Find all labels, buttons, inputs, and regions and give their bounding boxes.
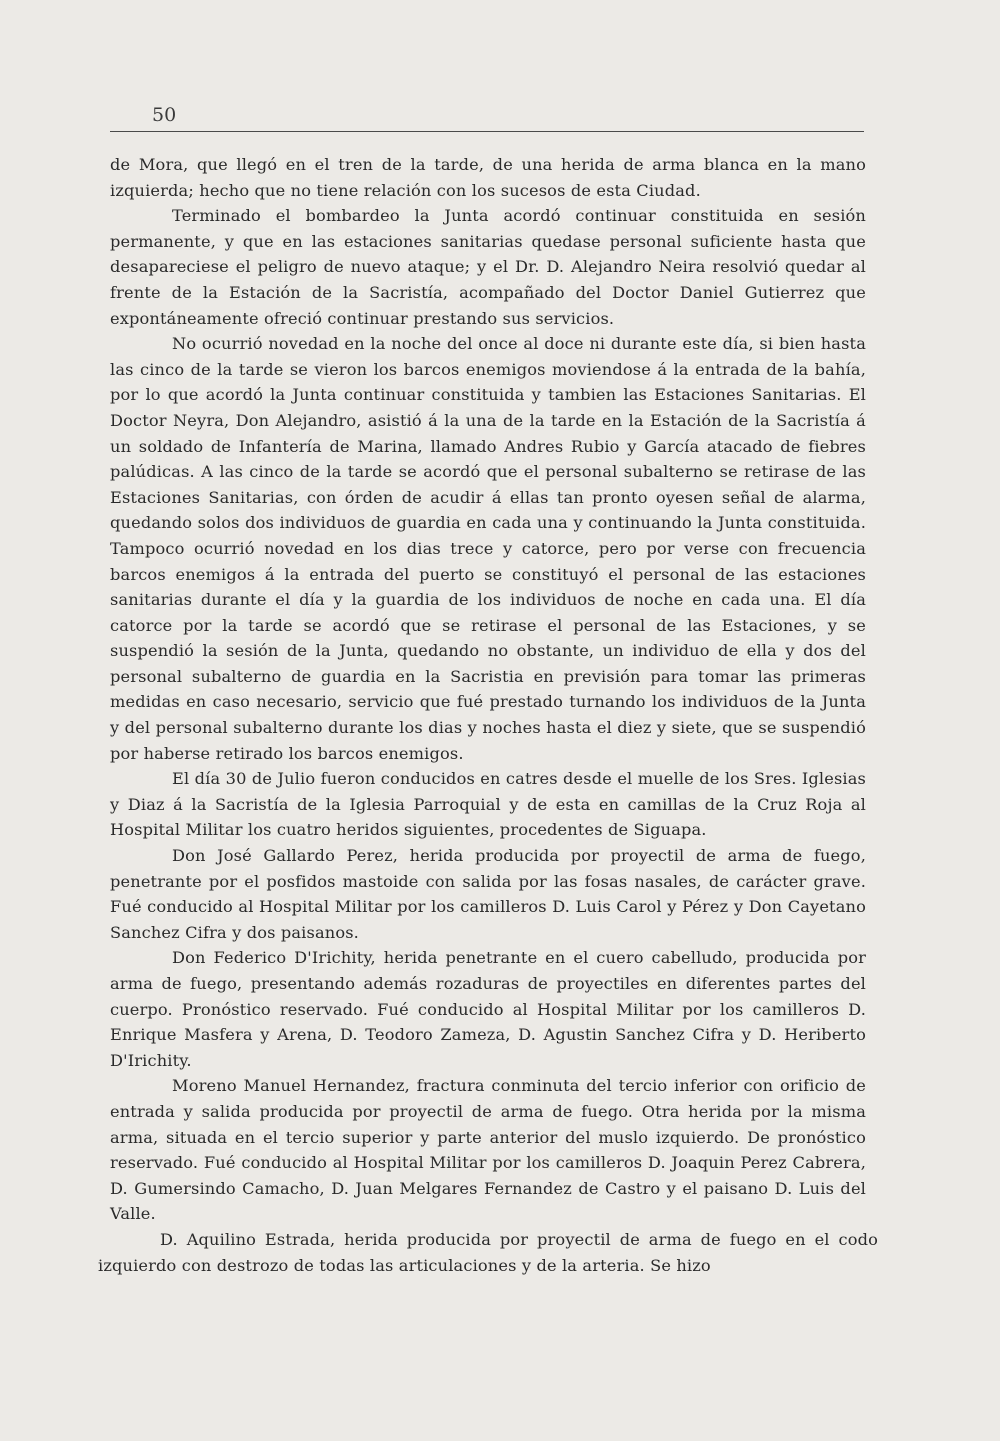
paragraph-1: de Mora, que llegó en el tren de la tarde, de una herida de arma blanca en la mano izquierda; hecho que no tiene relación con los sucesos de esta Ciudad. — [110, 155, 866, 200]
body-text — [98, 152, 878, 1278]
paragraph-6: Don Federico D'Irichity, herida penetrante en el cuero cabelludo, producida por arma de fuego, presentando además rozaduras de proyectiles en diferentes partes del cuerpo. Pronóstico reservado. Fué conducido al Hospital Militar por los camilleros D. Enrique Masfera y Arena, D. Teodoro Zameza, D. Agustin Sanchez Cifra y D. Heriberto D'Irichity. — [110, 948, 866, 1070]
page-number: 50 — [152, 104, 177, 126]
paragraph-2: Terminado el bombardeo la Junta acordó continuar constituida en sesión permanente, y que en las estaciones sanitarias quedase personal suficiente hasta que desapareciese el peligro de nuevo ataque; y el Dr. D. Alejandro Neira resolvió quedar al frente de la Estación de la Sacristía, acompañado del Doctor Daniel Gutierrez que expontáneamente ofreció continuar prestando sus servicios. — [110, 206, 866, 328]
paragraph-7: Moreno Manuel Hernandez, fractura conminuta del tercio inferior con orificio de entrada y salida producida por proyectil de arma de fuego. Otra herida por la misma arma, situada en el tercio superior y parte anterior del muslo izquierdo. De pronóstico reservado. Fué conducido al Hospital Militar por los camilleros D. Joaquin Perez Cabrera, D. Gumersindo Camacho, D. Juan Melgares Fernandez de Castro y el paisano D. Luis del Valle. — [110, 1076, 866, 1224]
header-rule — [110, 131, 864, 132]
paragraph-4: El día 30 de Julio fueron conducidos en catres desde el muelle de los Sres. Iglesias y Diaz á la Sacristía de la Iglesia Parroquial y de esta en camillas de la Cruz Roja al Hospital Militar los cuatro heridos siguientes, procedentes de Siguapa. — [110, 769, 866, 840]
paragraph-3: No ocurrió novedad en la noche del once al doce ni durante este día, si bien hasta las cinco de la tarde se vieron los barcos enemigos moviendose á la entrada de la bahía, por lo que acordó la Junta continuar constituida y tambien las Estaciones Sanitarias. El Doctor Neyra, Don Alejandro, asistió á la una de la tarde en la Estación de la Sacristía á un soldado de Infantería de Marina, llamado Andres Rubio y García atacado de fiebres palúdicas. A las cinco de la tarde se acordó que el personal subalterno se retirase de las Estaciones Sanitarias, con órden de acudir á ellas tan pronto oyesen señal de alarma, quedando solos dos individuos de guardia en cada una y continuando la Junta constituida. Tampoco ocurrió novedad en los dias trece y catorce, pero por verse con frecuencia barcos enemigos á la entrada del puerto se constituyó el personal de las estaciones sanitarias durante el día y la guardia de los individuos de noche en cada una. El día catorce por la tarde se acordó que se retirase el personal de las Estaciones, y se suspendió la sesión de la Junta, quedando no obstante, un individuo de ella y dos del personal subalterno de guardia en la Sacristia en previsión para tomar las primeras medidas en caso necesario, servicio que fué prestado turnando los individuos de la Junta y del personal subalterno durante los dias y noches hasta el diez y siete, que se suspendió por haberse retirado los barcos enemigos. — [110, 334, 866, 763]
paragraph-8: D. Aquilino Estrada, herida producida por proyectil de arma de fuego en el codo izquierdo con destrozo de todas las articulaciones y de la arteria. Se hizo — [98, 1229, 878, 1275]
paragraph-5: Don José Gallardo Perez, herida producida por proyectil de arma de fuego, penetrante por el posfidos mastoide con salida por las fosas nasales, de carácter grave. Fué conducido al Hospital Militar por los camilleros D. Luis Carol y Pérez y Don Cayetano Sanchez Cifra y dos paisanos. — [110, 846, 866, 942]
